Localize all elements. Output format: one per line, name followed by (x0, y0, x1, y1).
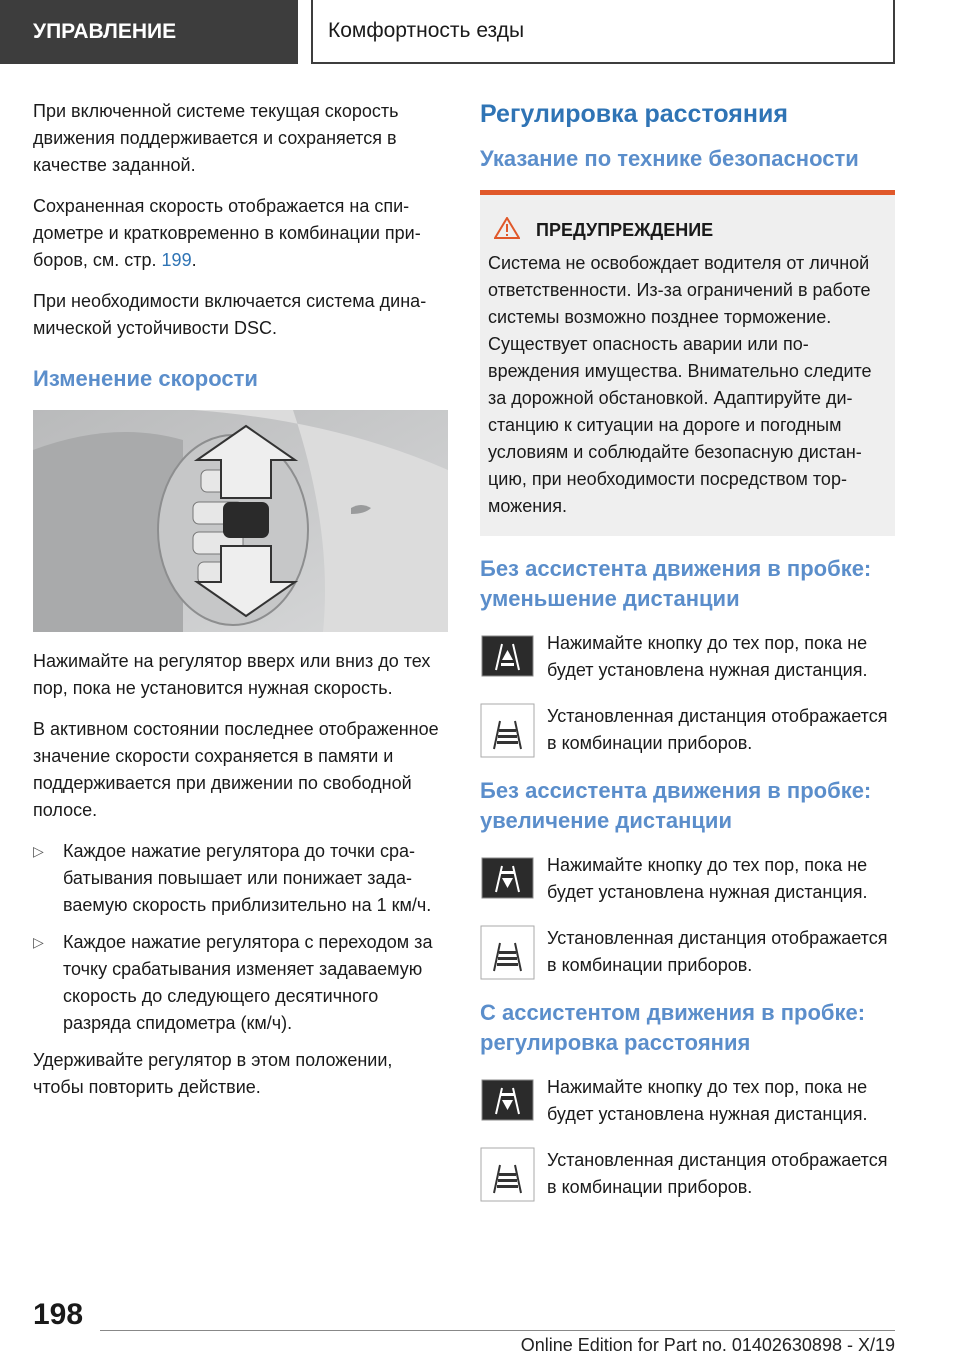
steering-wheel-control-image (33, 410, 448, 632)
paragraph-dsc: При необходимости включается система динамической устойчивости DSC. (33, 291, 427, 338)
paragraph-stored-speed: Сохраненная скорость отображается на спидометре и кратковременно в комбинации приборов, см. стр. 199. (33, 196, 421, 270)
instruction-text: Нажимайте кнопку до тех пор, пока не будет установлена нужная дистанция. (547, 633, 868, 680)
right-column (480, 98, 895, 1220)
distance-display-icon (480, 1147, 535, 1202)
distance-button-icon (480, 1074, 535, 1129)
instruction-text: Установленная дистанция отображается в комбинации приборов. (547, 1150, 888, 1197)
instruction-text: Установленная дистанция отображается в комбинации приборов. (547, 928, 888, 975)
instruction-row (480, 1074, 895, 1129)
instruction-text: Установленная дистанция отображается в комбинации приборов. (547, 706, 888, 753)
instruction-row (480, 1147, 895, 1202)
distance-button-icon (480, 852, 535, 907)
instruction-row (480, 630, 895, 685)
list-item: ▷ Каждое нажатие регулятора до точки срабатывания повышает или понижает задаваемую скорость приблизительно на 1 км/ч. (33, 838, 448, 919)
instruction-row (480, 925, 895, 980)
heading-decrease-distance: Без ассистента движения в пробке: уменьшение дистанции (480, 556, 872, 611)
paragraph-active-state: В активном состоянии последнее отображенное значение скорости сохраняется в памяти и поддерживается при движении по свободной полосе. (33, 719, 439, 820)
header-topic-label: Комфортность езды (311, 0, 895, 64)
paragraph-press-regulator: Нажимайте на регулятор вверх или вниз до тех пор, пока не установится нужная скорость. (33, 651, 431, 698)
warning-title: ПРЕДУПРЕЖДЕНИЕ (536, 220, 714, 240)
bullet-triangle-icon: ▷ (33, 934, 44, 950)
distance-display-icon (480, 925, 535, 980)
left-column (33, 98, 448, 1115)
warning-triangle-icon (494, 217, 520, 244)
footer-edition-text: Online Edition for Part no. 01402630898 - X/19 (520, 1335, 895, 1355)
instruction-row (480, 852, 895, 907)
heading-speed-change: Изменение скорости (33, 366, 258, 391)
footer-divider (100, 1330, 895, 1331)
heading-increase-distance: Без ассистента движения в пробке: увеличение дистанции (480, 778, 872, 833)
bullet-triangle-icon: ▷ (33, 843, 44, 859)
paragraph-current-speed: При включенной системе текущая скорость движения поддерживается и сохраняется в качестве заданной. (33, 101, 399, 175)
paragraph-hold-regulator: Удерживайте регулятор в этом положении, чтобы повторить действие. (33, 1050, 393, 1097)
heading-traffic-jam-assistant: С ассистентом движения в пробке: регулировка расстояния (480, 1000, 866, 1055)
page-reference-link[interactable]: 199 (161, 250, 192, 270)
heading-safety-note: Указание по технике безопасности (480, 146, 859, 171)
warning-text: Система не освобождает водителя от личной ответственности. Из-за ограничений в работе системы возможно позднее торможение. Существует опасность аварии или повреждения имущества. Внимательно следите за дорожной обстановкой. Адаптируйте дистанцию к ситуации на дороге и погодным условиям и соблюдайте безопасную дистанцию, при необходимости посредством торможения. (488, 253, 872, 516)
distance-button-icon (480, 630, 535, 685)
heading-distance-control: Регулировка расстояния (480, 100, 788, 128)
list-item: ▷ Каждое нажатие регулятора с переходом за точку срабатывания изменяет задаваемую скорость до следующего десятичного разряда спидометра (км/ч). (33, 929, 448, 1037)
warning-box (480, 190, 895, 536)
distance-display-icon (480, 703, 535, 758)
instruction-text: Нажимайте кнопку до тех пор, пока не будет установлена нужная дистанция. (547, 855, 868, 902)
instruction-row (480, 703, 895, 758)
header-section-label: УПРАВЛЕНИЕ (0, 0, 298, 64)
instruction-text: Нажимайте кнопку до тех пор, пока не будет установлена нужная дистанция. (547, 1077, 868, 1124)
page-number: 198 (33, 1298, 84, 1331)
